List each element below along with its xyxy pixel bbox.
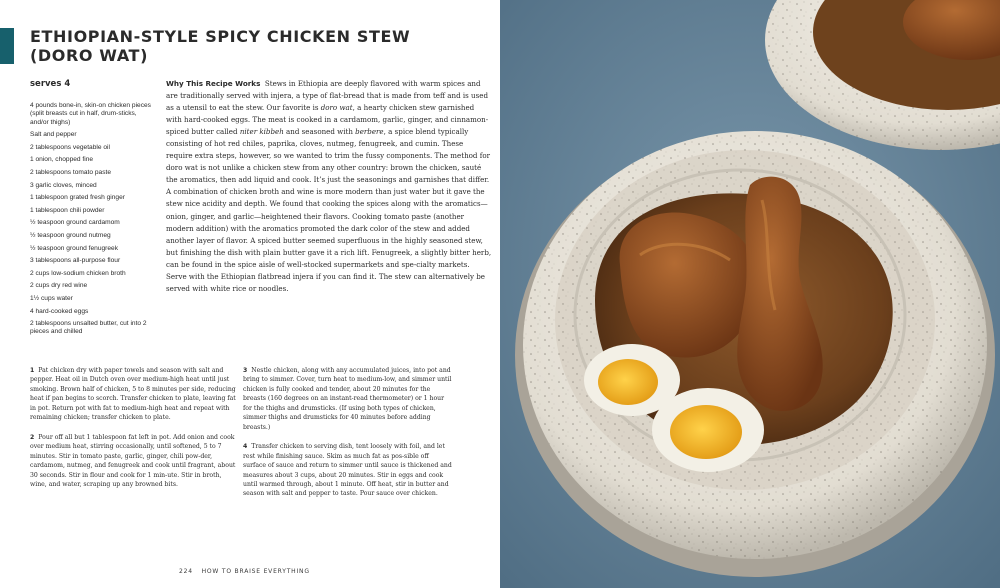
step-text: Pour off all but 1 tablespoon fat left in pot. Add onion and cook over medium heat, stirring occasionally, until softened, 5 to 7 minutes. Stir in tomato paste, garlic, ginger, chili pow-der, cardamom, nutmeg, and fenugreek and cook until fragrant, about 30 seconds. Stir in flour and cook for 1 min-ute. Stir in broth, wine, and water, scraping up any browned bits. [30,433,236,488]
step-4 [243,442,453,499]
step-number: 4 [243,443,248,451]
step-3 [243,366,453,432]
why-label: Why This Recipe Works [166,79,261,88]
ingredient-item: 2 tablespoons vegetable oil [30,143,110,151]
ingredient-item: 4 pounds bone-in, skin-on chicken pieces (split breasts cut in half, drum-sticks, and/or thighs) [30,102,151,126]
photo-illustration [500,0,1000,588]
egg-right [652,388,764,472]
recipe-title [30,27,490,65]
page-footer [179,568,310,575]
step-text: Pat chicken dry with paper towels and season with salt and pepper. Heat oil in Dutch oven over medium-high heat until just smoking. Brown half of chicken, 5 to 8 minutes per side, reducing heat if pan begins to scorch. Transfer chicken to plate, leaving fat in pot. Return pot with fat to medium-high heat and repeat with remaining chicken; transfer chicken to plate. [30,367,236,422]
intro-text-1: Stews in Ethiopia are deeply flavored with warm spices and are traditionally served with injera, a type of flat-bread that is made from teff and is used as a utensil to eat the stew. Our favorite is [166,79,488,113]
ingredient-item: ½ teaspoon ground nutmeg [30,231,111,239]
ingredient-item: 1½ cups water [30,294,73,302]
recipe-intro [166,78,492,295]
intro-term-doro-wat: doro wat [320,103,353,113]
intro-text-4: , a spice blend typically consisting of hot red chiles, paprika, cloves, nutmeg, fenugreek, and cumin. These require extra steps, however, so we wanted to trim the fussy components. The method for doro wat is not unlike a chicken stew from any other country: brown the chicken, sauté the aromatics, then add liquid and cook. It’s just the seasonings and garnishes that differ. A combination of chicken broth and wine is more modern than just water but it gave the stew nice acidity and depth. We found that cooking the spices along with the aromatics—onion, ginger, and garlic—heightened their flavors. Cooking tomato paste (another modern addition) with the aromatics promoted the dark color of the stew and added another layer of flavor. A spiced butter seemed superfluous in the highly seasoned stew, but finishing the dish with plain butter gave it a rich lift. Fenugreek, a slightly bitter herb, can be found in the spice aisle of well-stocked supermarkets and spe-cialty markets. Serve with the Ethiopian flatbread injera if you can find it. The stew can alternatively be served with white rice or noodles. [166,127,492,293]
ingredient-item: 2 tablespoons tomato paste [30,168,112,176]
step-number: 2 [30,433,35,441]
intro-text-3: and seasoned with [283,127,356,137]
intro-term-berbere: berbere [355,127,384,137]
food-photo [500,0,1000,588]
ingredient-item: Salt and pepper [30,131,77,139]
steps-column-left [30,366,240,499]
recipe-title-line-1: ETHIOPIAN-STYLE SPICY CHICKEN STEW [30,27,411,46]
accent-bar [0,28,14,64]
intro-term-niter-kibbeh: niter kibbeh [239,127,284,137]
step-1 [30,366,240,423]
ingredient-list [30,102,155,341]
ingredient-item: 2 cups low-sodium chicken broth [30,269,126,277]
ingredient-item: 2 cups dry red wine [30,282,88,290]
page-number: 224 [179,568,193,575]
ingredient-item: 4 hard-cooked eggs [30,307,89,315]
serves-label: serves 4 [30,79,71,89]
ingredient-item: 3 garlic cloves, minced [30,181,97,189]
step-text: Transfer chicken to serving dish, tent loosely with foil, and let rest while finishing sauce. Skim as much fat as pos-sible off surface of sauce and return to simmer until sauce is thickened and measures about 3 cups, about 20 minutes. Stir in eggs and cook until warmed through, about 1 minute. Off heat, stir in butter and season with salt and pepper to taste. Pour sauce over chicken. [243,443,452,498]
step-number: 3 [243,367,248,374]
book-title: HOW TO BRAISE EVERYTHING [201,568,310,575]
ingredient-item: ½ teaspoon ground cardamom [30,219,120,227]
ingredient-item: 2 tablespoons unsalted butter, cut into 2 pieces and chilled [30,320,147,336]
ingredient-item: ½ teaspoon ground fenugreek [30,244,118,252]
step-number: 1 [30,367,35,374]
ingredient-item: 1 tablespoon chili powder [30,206,105,214]
steps-column-right [243,366,453,509]
ingredient-item: 1 onion, chopped fine [30,156,94,164]
intro-text-2: , a hearty chicken stew garnished with hard-cooked eggs. The meat is cooked in a cardamom, garlic, ginger, and cinnamon-spiced butter called [166,103,489,137]
ingredient-item: 3 tablespoons all-purpose flour [30,257,121,265]
recipe-title-line-2: (DORO WAT) [30,46,148,65]
step-text: Nestle chicken, along with any accumulated juices, into pot and bring to simmer. Cover, turn heat to medium-low, and simmer until chicken is fully cooked and tender, about 20 minutes for the breasts (160 degrees on an instant-read thermometer) or 1 hour for the thighs and drumsticks. (If using both types of chicken, simmer thighs and drumsticks for 40 minutes before adding breasts.) [243,367,452,431]
step-2 [30,433,240,490]
ingredient-item: 1 tablespoon grated fresh ginger [30,194,125,202]
